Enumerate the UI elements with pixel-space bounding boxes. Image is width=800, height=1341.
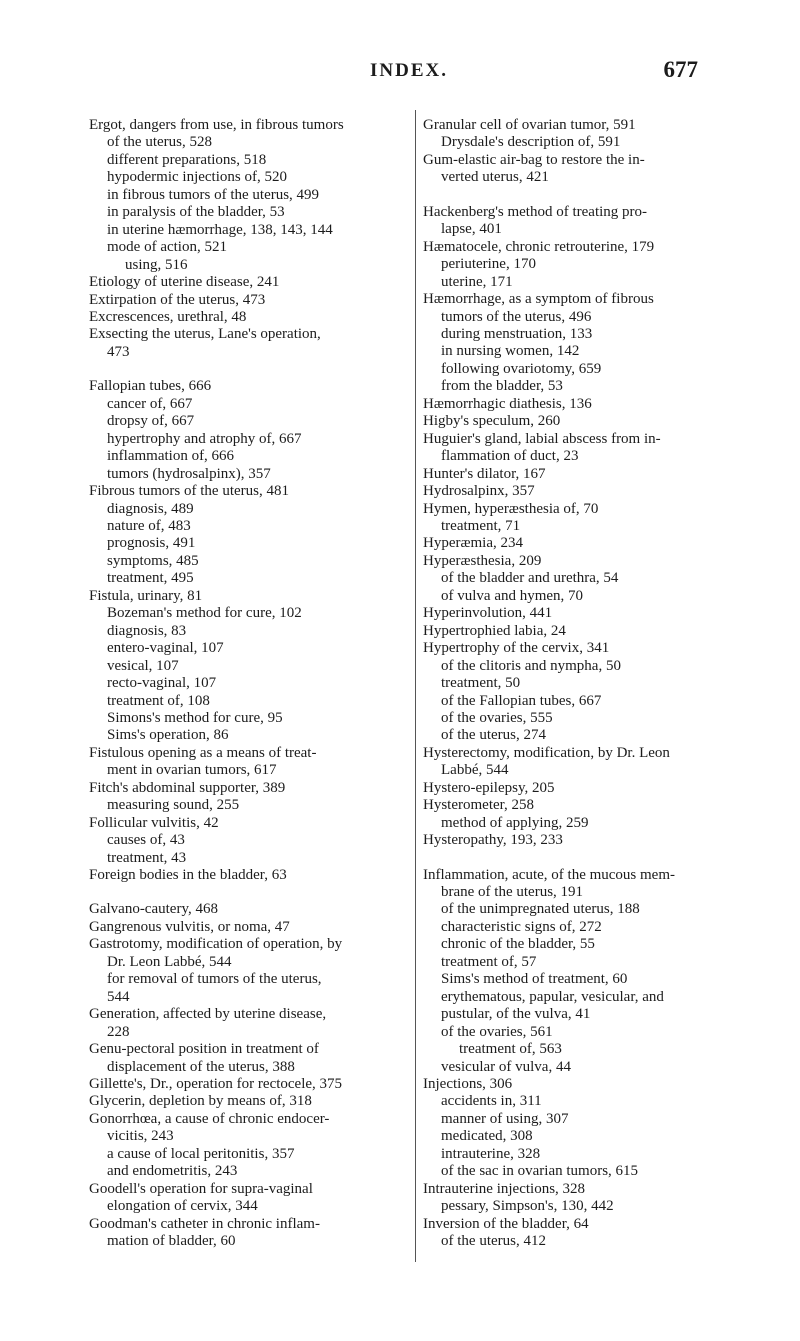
- index-subentry: vesicular of vulva, 44: [441, 1058, 571, 1075]
- index-subentry: verted uterus, 421: [441, 169, 549, 186]
- index-subentry: chronic of the bladder, 55: [441, 936, 595, 953]
- index-subentry: Sims's method of treatment, 60: [441, 971, 628, 988]
- index-entry: Hysteropathy, 193, 233: [423, 832, 563, 849]
- index-subentry: treatment of, 563: [459, 1041, 562, 1058]
- index-subentry: entero-vaginal, 107: [107, 640, 224, 657]
- index-subentry: of vulva and hymen, 70: [441, 587, 584, 604]
- index-entry: Ergot, dangers from use, in fibrous tumors: [89, 117, 344, 133]
- index-entry: Intrauterine injections, 328: [423, 1180, 586, 1197]
- index-entry: Hypertrophy of the cervix, 341: [423, 640, 610, 657]
- index-subentry: flammation of duct, 23: [441, 448, 579, 465]
- index-subentry: mode of action, 521: [107, 239, 227, 256]
- index-subentry: Sims's operation, 86: [107, 727, 229, 744]
- index-subentry: mation of bladder, 60: [107, 1233, 236, 1250]
- index-subentry: vicitis, 243: [107, 1128, 174, 1145]
- index-subentry: from the bladder, 53: [441, 378, 563, 395]
- index-subentry: tumors of the uterus, 496: [441, 308, 592, 325]
- index-subentry: a cause of local peritonitis, 357: [107, 1145, 295, 1162]
- index-subentry: ment in ovarian tumors, 617: [107, 762, 277, 779]
- index-subentry: different preparations, 518: [107, 151, 267, 168]
- index-entry: Inversion of the bladder, 64: [423, 1215, 589, 1232]
- index-subentry: treatment, 71: [441, 517, 521, 534]
- index-subentry: treatment of, 57: [441, 953, 537, 970]
- index-subentry: using, 516: [125, 256, 188, 273]
- index-subentry: Labbé, 544: [441, 762, 509, 779]
- index-subentry: of the uterus, 412: [441, 1233, 546, 1250]
- index-subentry: vesical, 107: [107, 657, 179, 674]
- index-entry: Follicular vulvitis, 42: [89, 814, 219, 831]
- index-subentry: measuring sound, 255: [107, 797, 240, 814]
- index-entry: Hackenberg's method of treating pro-: [423, 203, 648, 220]
- index-subentry: for removal of tumors of the uterus,: [107, 971, 322, 988]
- index-subentry: treatment of, 108: [107, 692, 210, 709]
- index-subentry: manner of using, 307: [441, 1110, 569, 1127]
- index-subentry: of the sac in ovarian tumors, 615: [441, 1163, 639, 1180]
- index-entry: Hydrosalpinx, 357: [423, 483, 535, 500]
- index-subentry: symptoms, 485: [107, 552, 199, 569]
- page-title: INDEX.: [370, 60, 448, 81]
- index-entry: Fistulous opening as a means of treat-: [89, 744, 317, 761]
- index-subentry: Bozeman's method for cure, 102: [107, 605, 302, 622]
- index-entry: Hyperinvolution, 441: [423, 605, 553, 622]
- page-header: [0, 57, 800, 88]
- index-subentry: of the uterus, 274: [441, 727, 546, 744]
- index-entry: Higby's speculum, 260: [423, 413, 561, 430]
- index-entry: Hæmorrhage, as a symptom of fibrous: [423, 291, 654, 308]
- index-entry: Galvano-cautery, 468: [89, 901, 218, 918]
- index-subentry: periuterine, 170: [441, 256, 536, 273]
- index-subentry: hypodermic injections of, 520: [107, 169, 287, 186]
- index-entry: Glycerin, depletion by means of, 318: [89, 1093, 312, 1110]
- index-subentry: elongation of cervix, 344: [107, 1198, 258, 1215]
- index-subentry: following ovariotomy, 659: [441, 360, 602, 377]
- index-subentry: of the clitoris and nympha, 50: [441, 657, 621, 674]
- index-entry: Hymen, hyperæsthesia of, 70: [423, 500, 599, 517]
- index-subentry: treatment, 50: [441, 675, 521, 692]
- index-entry: Goodman's catheter in chronic inflam-: [89, 1215, 320, 1232]
- index-entry: Granular cell of ovarian tumor, 591: [423, 117, 636, 133]
- index-entry: Genu-pectoral position in treatment of: [89, 1041, 319, 1058]
- index-subentry: Simons's method for cure, 95: [107, 709, 283, 726]
- index-subentry: diagnosis, 83: [107, 622, 187, 639]
- index-subentry: in uterine hæmorrhage, 138, 143, 144: [107, 221, 333, 238]
- index-entry: Hæmorrhagic diathesis, 136: [423, 395, 592, 412]
- index-subentry: treatment, 43: [107, 849, 187, 866]
- index-subentry: nature of, 483: [107, 517, 191, 534]
- index-subentry: accidents in, 311: [441, 1093, 542, 1110]
- index-subentry: of the ovaries, 561: [441, 1023, 553, 1040]
- index-entry: Goodell's operation for supra-vaginal: [89, 1180, 313, 1197]
- index-entry: Inflammation, acute, of the mucous mem-: [423, 866, 676, 883]
- index-subentry: cancer of, 667: [107, 395, 193, 412]
- index-subentry: lapse, 401: [441, 221, 502, 238]
- index-entry: Hypertrophied labia, 24: [423, 622, 566, 639]
- index-entry: Hysterometer, 258: [423, 797, 535, 814]
- index-subentry: during menstruation, 133: [441, 325, 593, 342]
- index-subentry: causes of, 43: [107, 832, 185, 849]
- index-subentry: in nursing women, 142: [441, 343, 580, 360]
- index-subentry: of the Fallopian tubes, 667: [441, 692, 602, 709]
- index-subentry: in paralysis of the bladder, 53: [107, 204, 285, 221]
- index-subentry: inflammation of, 666: [107, 448, 235, 465]
- index-column-right: [423, 117, 753, 1251]
- index-subentry: uterine, 171: [441, 273, 513, 290]
- index-entry: Fitch's abdominal supporter, 389: [89, 779, 286, 796]
- index-subentry: brane of the uterus, 191: [441, 884, 584, 901]
- index-subentry: 473: [107, 343, 130, 360]
- index-subentry: of the uterus, 528: [107, 134, 212, 151]
- index-subentry: Drysdale's description of, 591: [441, 134, 621, 151]
- index-subentry: diagnosis, 489: [107, 500, 194, 517]
- index-entry: Hysterectomy, modification, by Dr. Leon: [423, 744, 670, 761]
- index-subentry: 228: [107, 1023, 130, 1040]
- column-divider: [415, 110, 416, 1262]
- index-subentry: and endometritis, 243: [107, 1163, 238, 1180]
- index-subentry: intrauterine, 328: [441, 1145, 541, 1162]
- index-column-left: [89, 117, 409, 1251]
- index-entry: Gillette's, Dr., operation for rectocele, 375: [89, 1076, 343, 1093]
- index-subentry: Dr. Leon Labbé, 544: [107, 953, 232, 970]
- index-subentry: pustular, of the vulva, 41: [441, 1006, 591, 1023]
- index-subentry: 544: [107, 988, 130, 1005]
- index-entry: Generation, affected by uterine disease,: [89, 1006, 327, 1023]
- index-subentry: dropsy of, 667: [107, 413, 195, 430]
- index-entry: Huguier's gland, labial abscess from in-: [423, 430, 661, 447]
- index-entry: Gum-elastic air-bag to restore the in-: [423, 151, 645, 168]
- index-entry: Etiology of uterine disease, 241: [89, 274, 280, 291]
- index-subentry: characteristic signs of, 272: [441, 918, 602, 935]
- index-entry: Hystero-epilepsy, 205: [423, 779, 555, 796]
- index-subentry: of the bladder and urethra, 54: [441, 570, 619, 587]
- index-subentry: tumors (hydrosalpinx), 357: [107, 465, 271, 482]
- index-entry: Hunter's dilator, 167: [423, 465, 546, 482]
- index-subentry: displacement of the uterus, 388: [107, 1058, 295, 1075]
- index-subentry: pessary, Simpson's, 130, 442: [441, 1198, 614, 1215]
- index-subentry: of the unimpregnated uterus, 188: [441, 901, 640, 918]
- index-entry: Excrescences, urethral, 48: [89, 308, 247, 325]
- index-entry: Hyperæmia, 234: [423, 535, 523, 552]
- index-subentry: in fibrous tumors of the uterus, 499: [107, 186, 320, 203]
- index-subentry: treatment, 495: [107, 570, 194, 587]
- index-subentry: recto-vaginal, 107: [107, 675, 217, 692]
- index-entry: Hyperæsthesia, 209: [423, 552, 542, 569]
- index-entry: Gangrenous vulvitis, or noma, 47: [89, 918, 290, 935]
- index-entry: Fallopian tubes, 666: [89, 378, 212, 395]
- index-subentry: method of applying, 259: [441, 814, 589, 831]
- index-entry: Extirpation of the uterus, 473: [89, 291, 266, 308]
- index-entry: Foreign bodies in the bladder, 63: [89, 867, 287, 884]
- index-entry: Hæmatocele, chronic retrouterine, 179: [423, 238, 655, 255]
- index-subentry: erythematous, papular, vesicular, and: [441, 988, 664, 1005]
- index-entry: Fibrous tumors of the uterus, 481: [89, 483, 289, 500]
- index-entry: Exsecting the uterus, Lane's operation,: [89, 326, 321, 343]
- index-entry: Fistula, urinary, 81: [89, 587, 203, 604]
- index-subentry: medicated, 308: [441, 1128, 533, 1145]
- page-number: 677: [663, 57, 698, 82]
- index-subentry: of the ovaries, 555: [441, 709, 553, 726]
- index-subentry: prognosis, 491: [107, 535, 196, 552]
- index-entry: Gastrotomy, modification of operation, by: [89, 936, 343, 953]
- index-subentry: hypertrophy and atrophy of, 667: [107, 430, 302, 447]
- index-entry: Injections, 306: [423, 1076, 513, 1093]
- index-entry: Gonorrhœa, a cause of chronic endocer-: [89, 1110, 330, 1127]
